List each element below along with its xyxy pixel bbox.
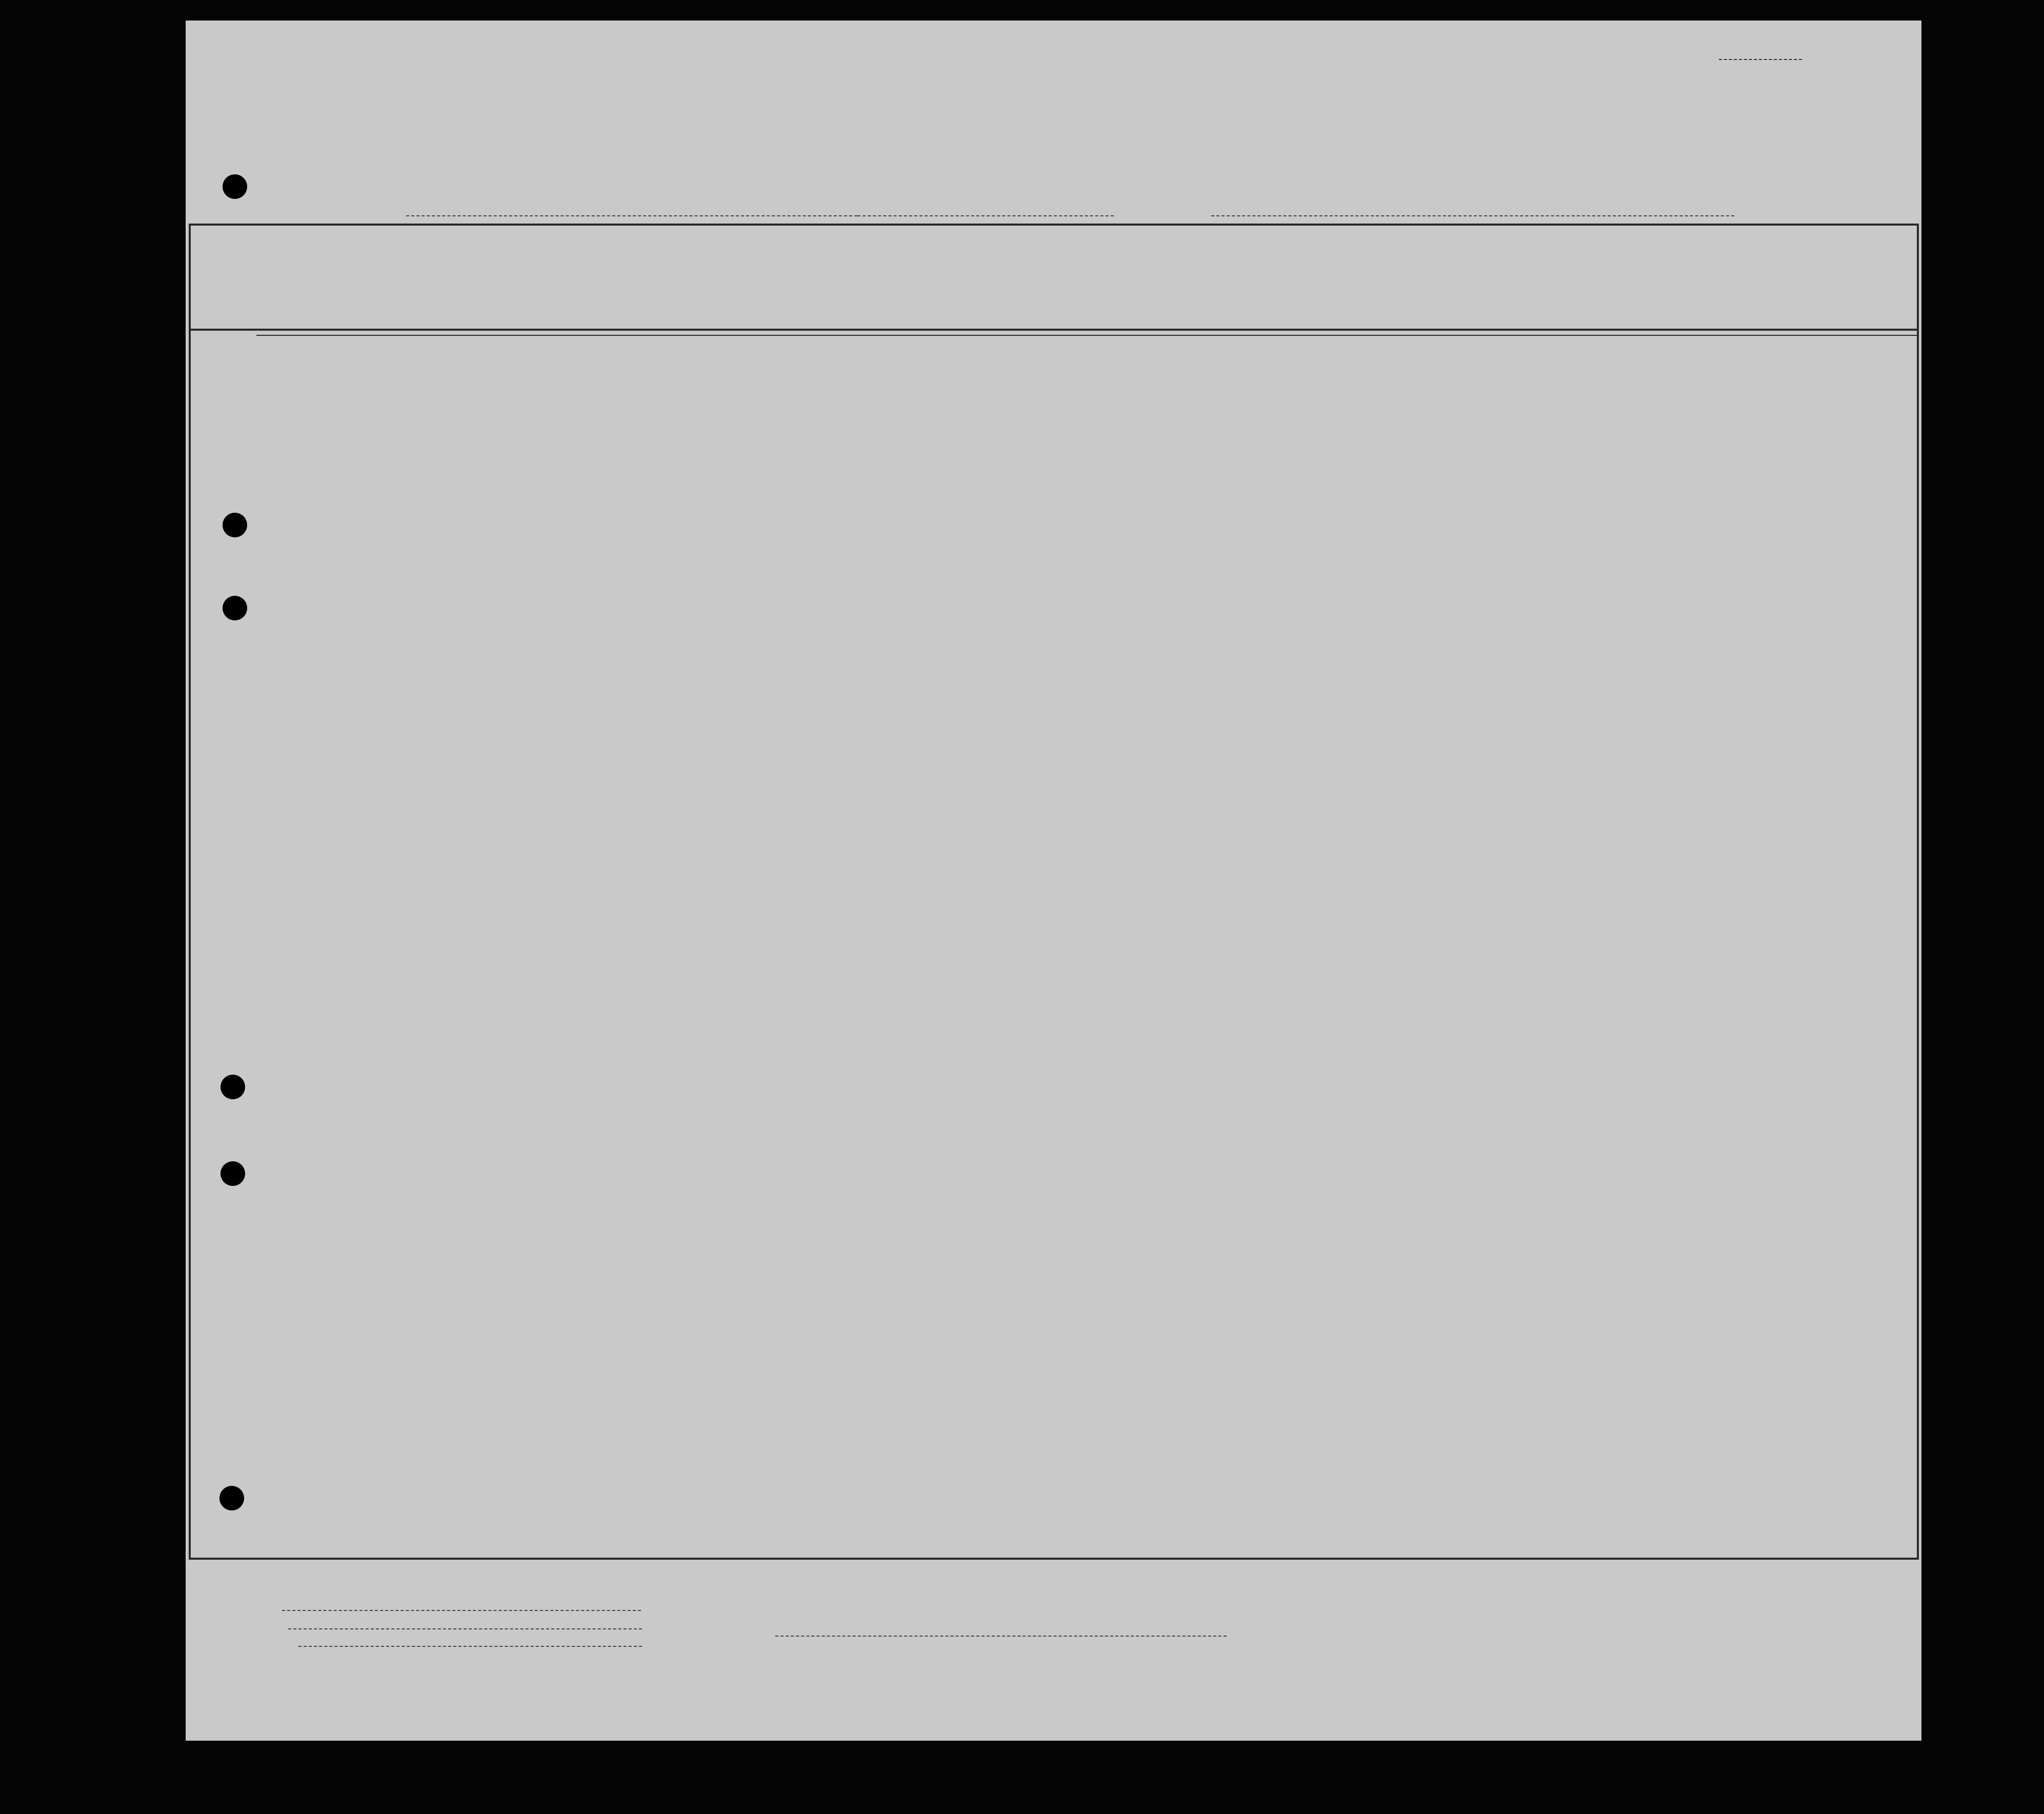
manifest-grid (186, 21, 1921, 1741)
manifest-sheet (186, 21, 1921, 1741)
